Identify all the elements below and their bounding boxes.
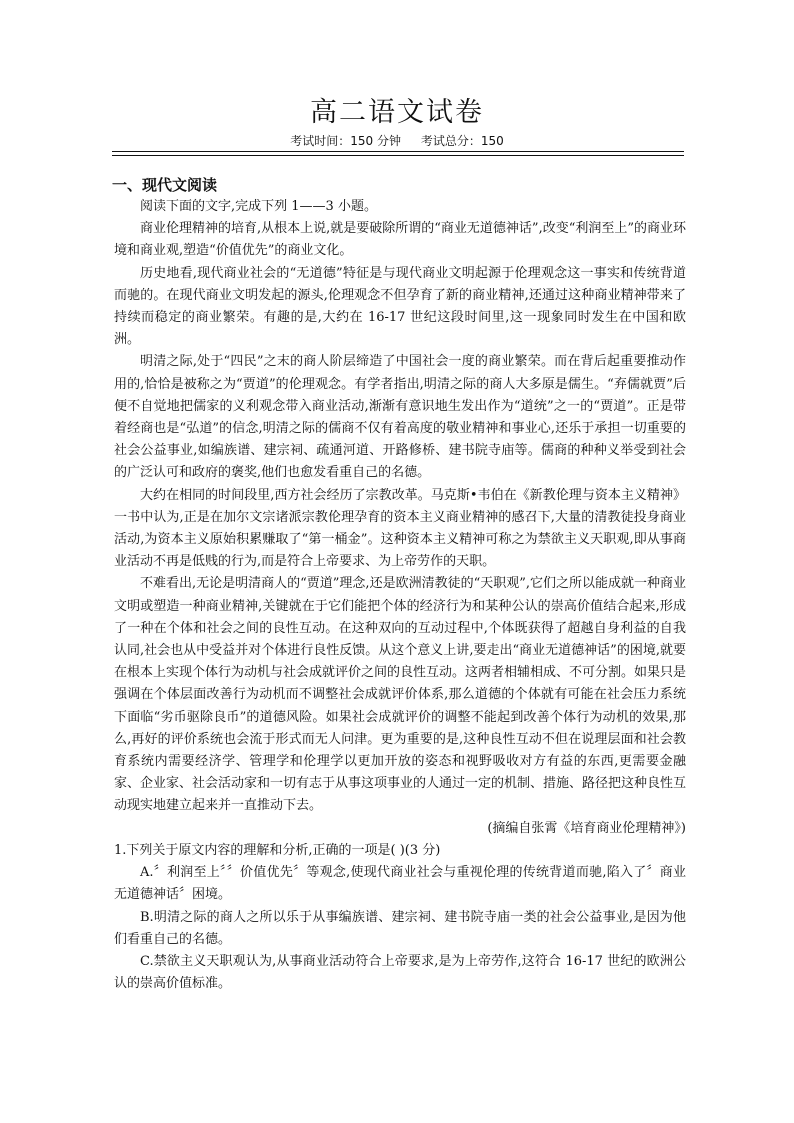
question-1-option-c: C.禁欲主义天职观认为,从事商业活动符合上帝要求,是为上帝劳作,这符合 16-17 世纪的欧洲公认的崇高价值标准。 <box>114 953 686 992</box>
exam-meta <box>0 133 794 149</box>
section-heading: 一、现代文阅读 <box>112 176 218 194</box>
passage-paragraph-2: 历史地看,现代商业社会的“无道德”特征是与现代商业文明起源于伦理观念这一事实和传统背道而驰的。在现代商业文明发起的源头,伦理观念不但孕育了新的商业精神,还通过这种商业精神带来了持续而稳定的商业繁荣。有趣的是,大约在 16-17 世纪这段时间里,这一现象同时发生在中国和欧洲。 <box>114 265 686 348</box>
total-score: 考试总分：150 <box>420 134 504 148</box>
passage-intro: 阅读下面的文字,完成下列 1——3 小题。 <box>140 199 377 214</box>
question-1-stem: 1.下列关于原文内容的理解和分析,正确的一项是( )(3 分) <box>114 842 441 858</box>
question-1-option-b: B.明清之际的商人之所以乐于从事编族谱、建宗祠、建书院寺庙一类的社会公益事业,是因为他们看重自己的名德。 <box>114 909 686 947</box>
passage-paragraph-1: 商业伦理精神的培育,从根本上说,就是要破除所谓的“商业无道德神话”,改变“利润至上”的商业环境和商业观,塑造“价值优先”的商业文化。 <box>114 221 686 259</box>
header-rule-thin <box>112 155 684 156</box>
passage-paragraph-5: 不难看出,无论是明清商人的“贾道”理念,还是欧洲清教徒的“天职观”,它们之所以能成就一种商业文明或塑造一种商业精神,关键就在于它们能把个体的经济行为和某种公认的崇高价值结合起来,形成了一种在个体和社会之间的良性互动。在这种双向的互动过程中,个体既获得了超越自身利益的自我认同,社会也从中受益并对个体进行良性反馈。从这个意义上讲,要走出“商业无道德神话”的困境,就要在根本上实现个体行为动机与社会成就评价之间的良性互动。这两者相辅相成、不可分割。如果只是强调在个体层面改善行为动机而不调整社会成就评价体系,那么道德的个体就有可能在社会压力系统下面临“劣币驱除良币”的道德风险。如果社会成就评价的调整不能起到改善个体行为动机的效果,那么,再好的评价系统也会流于形式而无人问津。更为重要的是,这种良性互动不但在说理层面和社会教育系统内需要经济学、管理学和伦理学以更加开放的姿态和视野吸收对方有益的东西,更需要金融家、企业家、社会活动家和一切有志于从事这项事业的人通过一定的机制、措施、路径把这种良性互动现实地建立起来并一直推动下去。 <box>114 576 687 814</box>
header-rule-thick <box>112 151 684 152</box>
exam-time: 考试时间：150 分钟 <box>290 134 401 148</box>
exam-title: 高二语文试卷 <box>310 97 484 128</box>
passage-paragraph-3: 明清之际,处于“四民”之末的商人阶层缔造了中国社会一度的商业繁荣。而在背后起重要推动作用的,恰恰是被称之为“贾道”的伦理观念。有学者指出,明清之际的商人大多原是儒生。“弃儒就贾”后便不自觉地把儒家的义利观念带入商业活动,渐渐有意识地生发出作为“道统”之一的“贾道”。正是带着经商也是“弘道”的信念,明清之际的儒商不仅有着高度的敬业精神和事业心,还乐于承担一切重要的社会公益事业,如编族谱、建宗祠、疏通河道、开路修桥、建书院寺庙等。儒商的种种义举受到社会的广泛认可和政府的褒奖,他们也愈发看重自己的名德。 <box>114 354 686 481</box>
passage-paragraph-4: 大约在相同的时间段里,西方社会经历了宗教改革。马克斯•韦伯在《新教伦理与资本主义精神》一书中认为,正是在加尔文宗诸派宗教伦理孕育的资本主义商业精神的感召下,大量的清教徒投身商业活动,为资本主义原始积累赚取了“第一桶金”。这种资本主义精神可称之为禁欲主义天职观,即从事商业活动不再是低贱的行为,而是符合上帝要求、为上帝劳作的天职。 <box>114 487 686 570</box>
passage-source: (摘编自张霄《培育商业伦理精神》) <box>487 820 686 836</box>
question-1-option-a: A.〞利润至上〞〞价值优先〞等观念,使现代商业社会与重视伦理的传统背道而驰,陷入了〞商业无道德神话〞困境。 <box>114 865 686 903</box>
reading-body <box>114 196 686 995</box>
